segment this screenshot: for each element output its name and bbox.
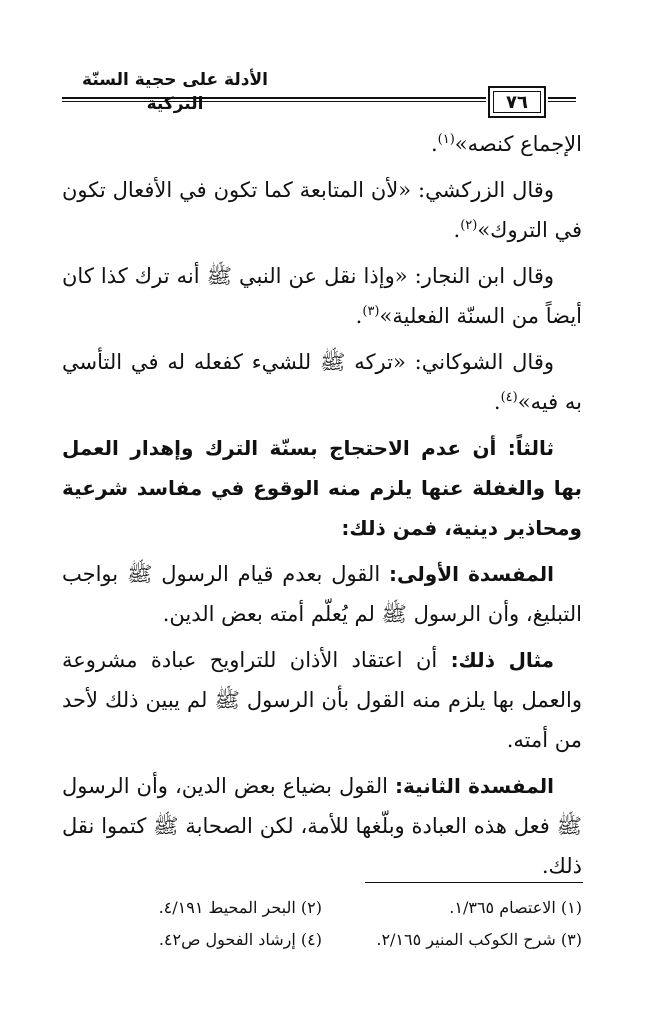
paragraph-3-tail: .	[355, 304, 363, 328]
harm-first-label: المفسدة الأولى:	[389, 562, 554, 586]
paragraph-1-text: الإجماع كنصه»	[454, 132, 582, 156]
header-rule	[62, 97, 486, 99]
paragraph-8-text: القول بضياع بعض الدين، وأن الرسول ﷺ فعل هذه العبادة وبلّغها للأمة، لكن الصحابة ﷺ كتموا نقل ذلك.	[62, 774, 582, 878]
footnote-1: (١) الاعتصام ١/٣٦٥.	[449, 898, 582, 917]
example-label: مثال ذلك:	[450, 648, 554, 672]
footnote-ref-1: (١)	[437, 132, 455, 147]
paragraph-7-text: أن اعتقاد الأذان للتراويح عبادة مشروعة والعمل بها يلزم منه القول بأن الرسول ﷺ لم يبين ذلك لأحد من أمته.	[62, 648, 582, 752]
page-number: ٧٦	[493, 91, 541, 113]
paragraph-4	[62, 342, 582, 422]
harm-second-label: المفسدة الثانية:	[394, 774, 554, 798]
footnote-row	[62, 924, 582, 956]
paragraph-4-tail: .	[493, 390, 501, 414]
paragraph-2-tail: .	[453, 218, 461, 242]
footnote-3: (٣) شرح الكوكب المنير ٢/١٦٥.	[376, 930, 582, 949]
header-rule-thin	[62, 101, 486, 102]
paragraph-4-text: وقال الشوكاني: «تركه ﷺ للشيء كفعله له في التأسي به فيه»	[62, 350, 582, 414]
header-rule-short-thin	[548, 101, 576, 102]
footnotes	[62, 892, 582, 956]
footnote-4: (٤) إرشاد الفحول ص٤٢.	[158, 930, 322, 949]
paragraph-6	[62, 554, 582, 634]
paragraph-3-text: وقال ابن النجار: «وإذا نقل عن النبي ﷺ أنه ترك كذا كان أيضاً من السنّة الفعلية»	[62, 264, 582, 328]
footnote-ref-2: (٢)	[460, 218, 478, 233]
running-header-title: الأدلة على حجية السنّة التركية	[82, 70, 268, 114]
paragraph-2-text: وقال الزركشي: «لأن المتابعة كما تكون في الأفعال تكون في التروك»	[62, 178, 582, 242]
header-rule-short	[548, 97, 576, 99]
paragraph-2	[62, 170, 582, 250]
paragraph-3	[62, 256, 582, 336]
footnote-2: (٢) البحر المحيط ٤/١٩١.	[158, 898, 322, 917]
section-third-heading: ثالثاً: أن عدم الاحتجاج بسنّة الترك وإهدار العمل بها والغفلة عنها يلزم منه الوقوع في مفاسد شرعية ومحاذير دينية، فمن ذلك:	[62, 436, 582, 540]
footnote-row	[62, 892, 582, 924]
paragraph-7	[62, 640, 582, 760]
paragraph-1-tail: .	[430, 132, 438, 156]
paragraph-6-text: القول بعدم قيام الرسول ﷺ بواجب التبليغ، وأن الرسول ﷺ لم يُعلّم أمته بعض الدين.	[62, 562, 582, 626]
paragraph-5	[62, 428, 582, 548]
footnote-separator	[365, 882, 583, 883]
paragraph-1	[62, 124, 582, 164]
paragraph-8	[62, 766, 582, 886]
footnote-ref-3: (٣)	[362, 304, 380, 319]
footnote-ref-4: (٤)	[500, 390, 518, 405]
body-text	[62, 124, 582, 892]
page-number-box	[488, 86, 546, 118]
